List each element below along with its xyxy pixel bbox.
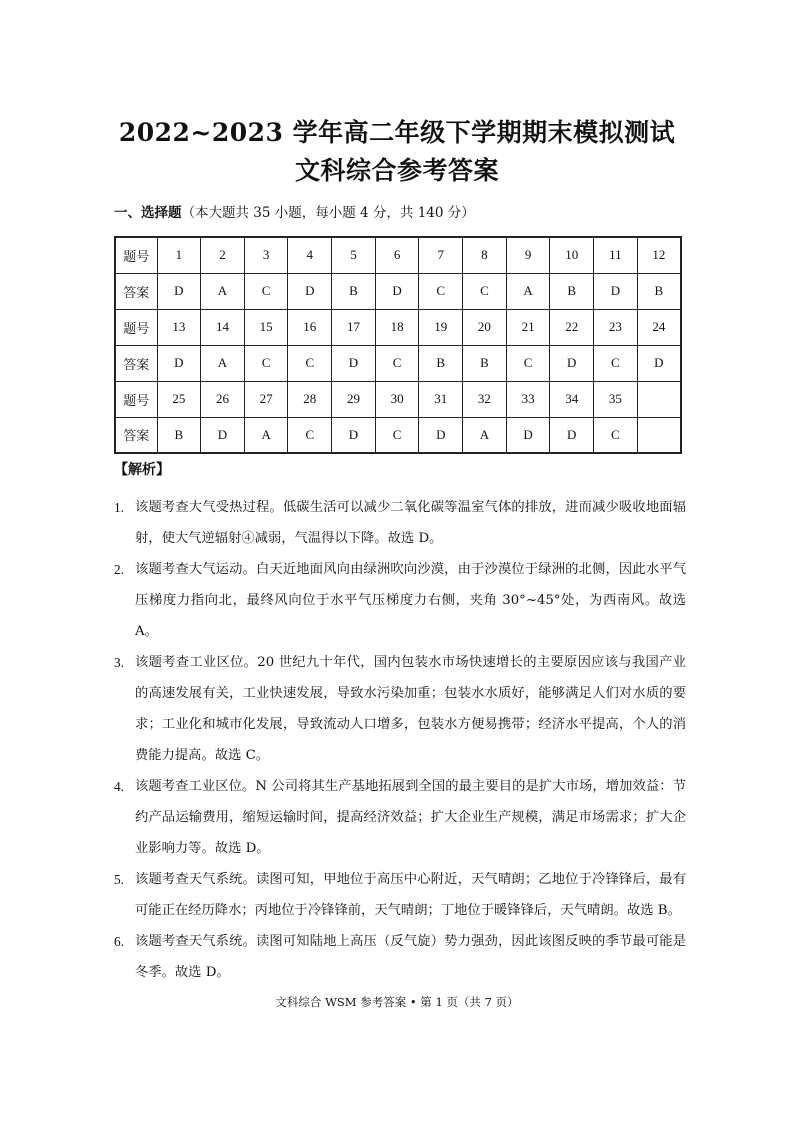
question-number-row [115, 381, 681, 417]
question-number-cell: 20 [463, 309, 507, 345]
question-number-cell: 32 [463, 381, 507, 417]
question-number-cell: 31 [419, 381, 463, 417]
analysis-item-number: 1. [114, 500, 124, 515]
section-note: （本大题共 35 小题，每小题 4 分，共 140 分） [181, 205, 475, 221]
question-number-cell: 6 [375, 237, 419, 273]
answer-label-cell: 答案 [115, 345, 157, 381]
answer-row [115, 417, 681, 453]
answer-cell: B [637, 273, 681, 309]
analysis-item-number: 2. [114, 562, 124, 577]
question-number-cell: 11 [594, 237, 638, 273]
question-number-cell: 9 [506, 237, 550, 273]
analysis-item-text: 该题考查大气受热过程。低碳生活可以减少二氧化碳等温室气体的排放，进而减少吸收地面辐射，使大气逆辐射④减弱，气温得以下降。故选 D。 [135, 500, 686, 546]
answer-cell: D [332, 417, 376, 453]
answer-cell: D [506, 417, 550, 453]
answer-cell: C [244, 345, 288, 381]
question-number-cell: 12 [637, 237, 681, 273]
answer-cell: C [463, 273, 507, 309]
question-number-cell: 29 [332, 381, 376, 417]
analysis-item [114, 926, 686, 988]
answer-cell: C [594, 417, 638, 453]
question-number-cell: 3 [244, 237, 288, 273]
answer-cell: D [550, 345, 594, 381]
answer-cell [637, 417, 681, 453]
section-title: 一、选择题 [114, 205, 182, 221]
answer-cell: A [201, 273, 245, 309]
analysis-item-text: 该题考查天气系统。读图可知陆地上高压（反气旋）势力强劲，因此该图反映的季节最可能是冬季。故选 D。 [135, 934, 686, 980]
analysis-list [114, 492, 686, 988]
question-number-cell: 17 [332, 309, 376, 345]
answer-cell: C [594, 345, 638, 381]
question-number-cell: 25 [157, 381, 201, 417]
question-number-cell: 13 [157, 309, 201, 345]
question-number-cell: 35 [594, 381, 638, 417]
answer-cell: A [506, 273, 550, 309]
analysis-item [114, 647, 686, 771]
answer-cell: A [244, 417, 288, 453]
question-number-cell: 2 [201, 237, 245, 273]
question-label-cell: 题号 [115, 381, 157, 417]
answer-cell: B [332, 273, 376, 309]
answer-cell: A [201, 345, 245, 381]
question-number-cell: 14 [201, 309, 245, 345]
answer-cell: C [375, 345, 419, 381]
analysis-item-number: 3. [114, 655, 124, 670]
answer-cell: D [157, 273, 201, 309]
question-number-cell: 23 [594, 309, 638, 345]
answer-cell: C [288, 417, 332, 453]
analysis-item [114, 492, 686, 554]
question-number-cell: 22 [550, 309, 594, 345]
answer-cell: B [157, 417, 201, 453]
question-number-cell: 34 [550, 381, 594, 417]
question-number-cell: 7 [419, 237, 463, 273]
question-number-cell: 8 [463, 237, 507, 273]
analysis-item-text: 该题考查大气运动。白天近地面风向由绿洲吹向沙漠，由于沙漠位于绿洲的北侧，因此水平气压梯度力指向北，最终风向位于水平气压梯度力右侧，夹角 30°~45°处，为西南风。故选 A。 [135, 562, 686, 639]
answer-cell: C [244, 273, 288, 309]
document-title-line1: 2022~2023 学年高二年级下学期期末模拟测试 [118, 118, 676, 147]
section-heading [114, 202, 475, 224]
analysis-heading: 【解析】 [114, 462, 170, 478]
analysis-item [114, 864, 686, 926]
answer-cell: B [463, 345, 507, 381]
answer-row [115, 345, 681, 381]
question-number-cell: 19 [419, 309, 463, 345]
answer-cell: C [506, 345, 550, 381]
question-number-cell: 16 [288, 309, 332, 345]
answer-label-cell: 答案 [115, 273, 157, 309]
question-number-cell: 21 [506, 309, 550, 345]
answer-cell: D [332, 345, 376, 381]
question-label-cell: 题号 [115, 309, 157, 345]
question-number-cell: 5 [332, 237, 376, 273]
question-number-cell: 33 [506, 381, 550, 417]
answer-cell: D [375, 273, 419, 309]
analysis-item-text: 该题考查天气系统。读图可知，甲地位于高压中心附近，天气晴朗；乙地位于冷锋锋后，最有可能正在经历降水；丙地位于冷锋锋前，天气晴朗；丁地位于暖锋锋后，天气晴朗。故选 B。 [135, 872, 686, 918]
question-label-cell: 题号 [115, 237, 157, 273]
analysis-item [114, 771, 686, 864]
question-number-cell [637, 381, 681, 417]
question-number-row [115, 237, 681, 273]
answer-cell: B [550, 273, 594, 309]
question-number-cell: 1 [157, 237, 201, 273]
question-number-cell: 30 [375, 381, 419, 417]
analysis-item-text: 该题考查工业区位。N 公司将其生产基地拓展到全国的最主要目的是扩大市场，增加效益：节约产品运输费用，缩短运输时间，提高经济效益；扩大企业生产规模，满足市场需求；扩大企业影响力等。故选 D。 [135, 779, 686, 856]
answer-table [114, 236, 682, 454]
answer-cell: C [419, 273, 463, 309]
analysis-item-number: 4. [114, 779, 124, 794]
answer-cell: B [419, 345, 463, 381]
answer-table-body [115, 237, 681, 453]
document-title-line2: 文科综合参考答案 [294, 156, 499, 185]
answer-cell: A [463, 417, 507, 453]
question-number-row [115, 309, 681, 345]
answer-cell: D [157, 345, 201, 381]
question-number-cell: 15 [244, 309, 288, 345]
analysis-item [114, 554, 686, 647]
answer-cell: D [550, 417, 594, 453]
answer-cell: D [288, 273, 332, 309]
question-number-cell: 18 [375, 309, 419, 345]
answer-cell: D [594, 273, 638, 309]
question-number-cell: 24 [637, 309, 681, 345]
answer-cell: C [375, 417, 419, 453]
question-number-cell: 26 [201, 381, 245, 417]
question-number-cell: 28 [288, 381, 332, 417]
answer-row [115, 273, 681, 309]
answer-label-cell: 答案 [115, 417, 157, 453]
page-footer: 文科综合 WSM 参考答案 • 第 1 页（共 7 页） [275, 995, 519, 1009]
question-number-cell: 10 [550, 237, 594, 273]
question-number-cell: 4 [288, 237, 332, 273]
answer-cell: D [201, 417, 245, 453]
analysis-item-number: 6. [114, 934, 124, 949]
question-number-cell: 27 [244, 381, 288, 417]
analysis-item-number: 5. [114, 872, 124, 887]
analysis-item-text: 该题考查工业区位。20 世纪九十年代，国内包装水市场快速增长的主要原因应该与我国产业的高速发展有关，工业快速发展，导致水污染加重；包装水水质好，能够满足人们对水质的要求；工业化和城市化发展，导致流动人口增多，包装水方便易携带；经济水平提高，个人的消费能力提高。故选 C。 [135, 655, 686, 763]
answer-cell: D [419, 417, 463, 453]
answer-cell: D [637, 345, 681, 381]
answer-cell: C [288, 345, 332, 381]
